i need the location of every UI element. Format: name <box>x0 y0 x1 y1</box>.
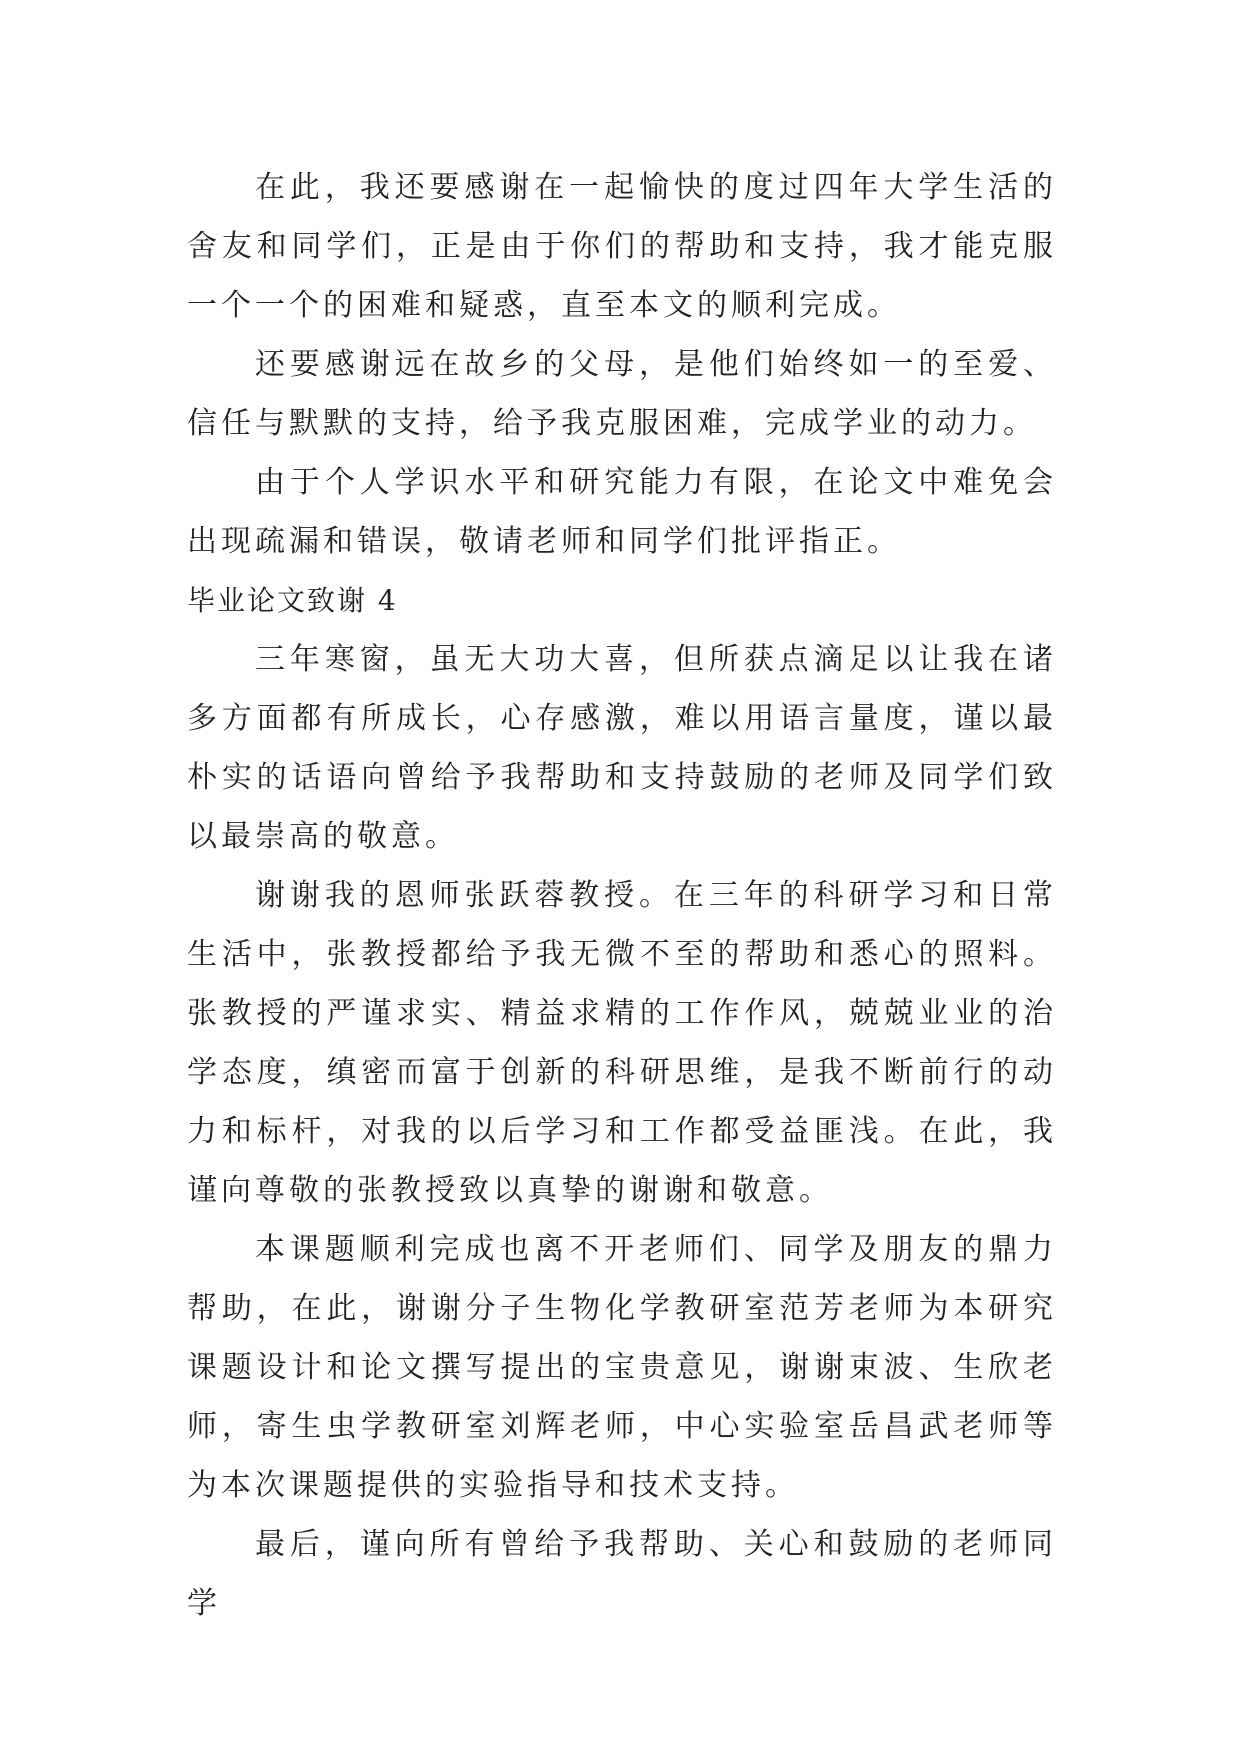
paragraph-thanks-parents: 还要感谢远在故乡的父母，是他们始终如一的至爱、信任与默默的支持，给予我克服困难，完成学业的动力。 <box>187 347 1057 441</box>
paragraph-thanks-teachers: 本课题顺利完成也离不开老师们、同学及朋友的鼎力帮助，在此，谢谢分子生物化学教研室范芳老师为本研究课题设计和论文撰写提出的宝贵意见，谢谢束波、生欣老师，寄生虫学教研室刘辉老师，中心实验室岳昌武老师等为本次课题提供的实验指导和技术支持。 <box>187 1232 1057 1503</box>
paragraph-thanks-advisor: 谢谢我的恩师张跃蓉教授。在三年的科研学习和日常生活中，张教授都给予我无微不至的帮助和悉心的照料。张教授的严谨求实、精益求精的工作作风，兢兢业业的治学态度，缜密而富于创新的科研思维，是我不断前行的动力和标杆，对我的以后学习和工作都受益匪浅。在此，我谨向尊敬的张教授致以真挚的谢谢和敬意。 <box>187 878 1057 1208</box>
paragraph-three-years: 三年寒窗，虽无大功大喜，但所获点滴足以让我在诸多方面都有所成长，心存感激，难以用语言量度，谨以最朴实的话语向曾给予我帮助和支持鼓励的老师及同学们致以最崇高的敬意。 <box>187 642 1057 854</box>
paragraph-finally: 最后，谨向所有曾给予我帮助、关心和鼓励的老师同学 <box>187 1527 1057 1621</box>
document-body <box>187 158 1057 1633</box>
paragraph-thanks-roommates: 在此，我还要感谢在一起愉快的度过四年大学生活的舍友和同学们，正是由于你们的帮助和支持，我才能克服一个一个的困难和疑惑，直至本文的顺利完成。 <box>187 170 1057 323</box>
paragraph-limitations: 由于个人学识水平和研究能力有限，在论文中难免会出现疏漏和错误，敬请老师和同学们批评指正。 <box>187 465 1057 559</box>
section-heading: 毕业论文致谢 4 <box>187 584 398 617</box>
